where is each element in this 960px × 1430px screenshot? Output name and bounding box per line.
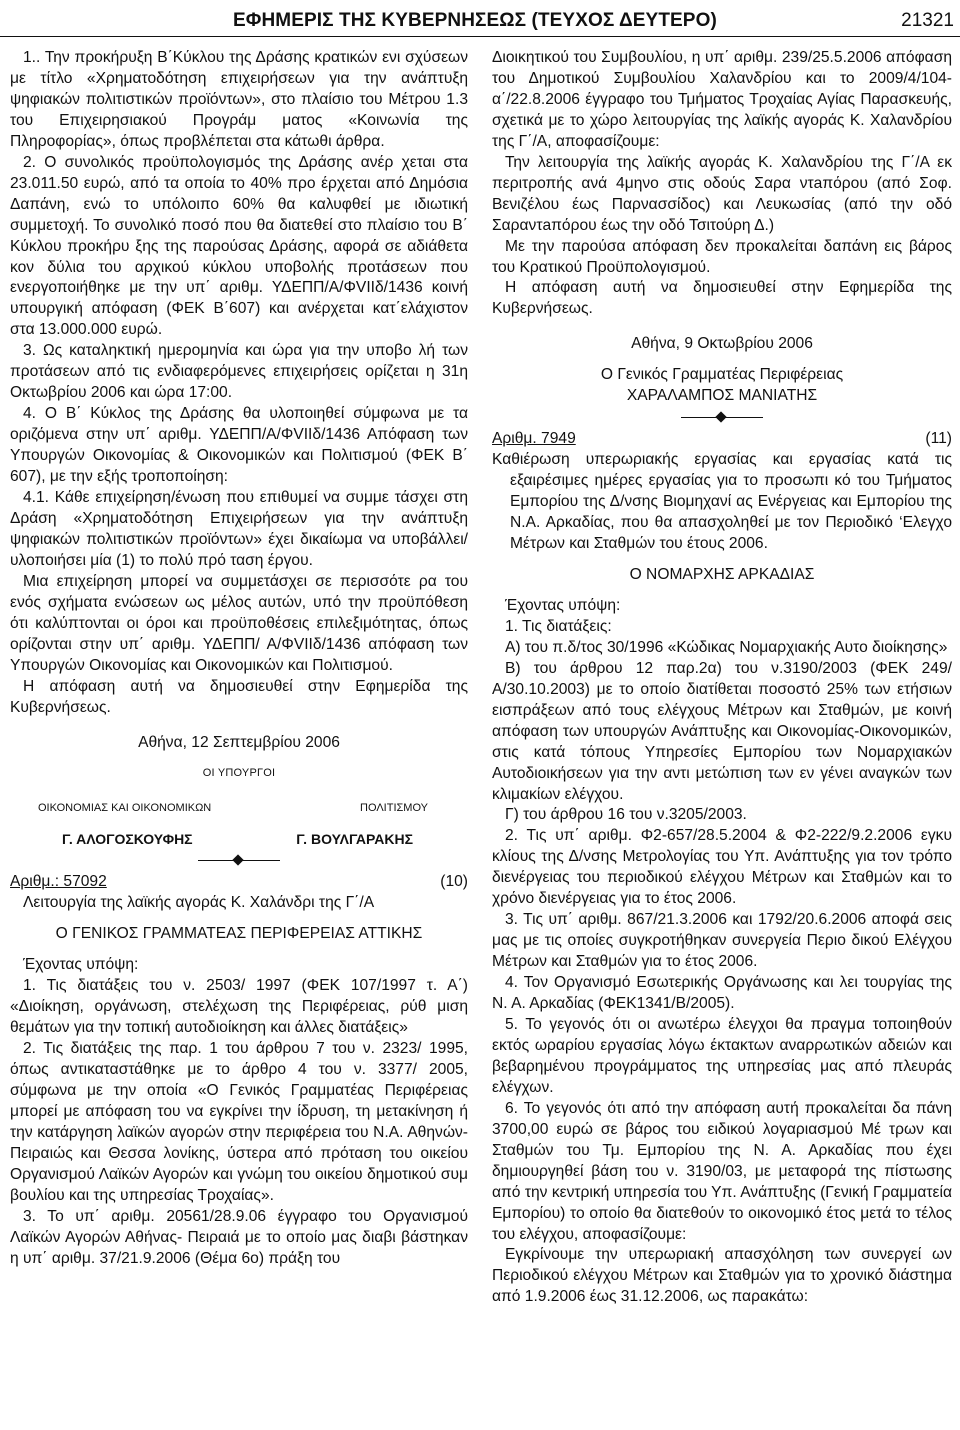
paragraph: 2. Ο συνολικός προϋπολογισμός της Δράσης ανέρ χεται στα 23.011.50 ευρώ, από τα οποία το 40% προ έρχεται από Δημόσια Δαπάνη, ενώ το υπόλοιπο 60% θα καλυφθεί με ιδιωτική συμμετοχή. Το συνολικό ποσό που θα διατεθεί στο πλαίσιο του Β΄ Κύκλου προκήρυ ξης της παρούσας Δράσης, αφορά σε αδιάθετα κον δύλια του αρχικού κύκλου υποβολής προτάσεων που ενεργοποιήθηκε με την υπ΄ αριθμ. ΥΔΕΠΠ/Α/ΦVIIδ/1436 κοινή υπουργική απόφαση (ΦΕΚ Β΄607) και ανέρχεται κατ΄ελάχιστον στα 13.000.000 ευρώ. — [10, 153, 468, 339]
paragraph: 3. Τις υπ΄ αριθμ. 867/21.3.2006 και 1792/20.6.2006 αποφά σεις μας με τις οποίες συγκροτήθηκαν συνεργεία Περιο δικού Ελέγχου Μέτρων και Σταθμών για το έτος 2006. — [492, 911, 952, 971]
paragraph: 5. Το γεγονός ότι οι ανωτέρω έλεγχοι θα πραγμα τοποιηθούν εκτός ωραρίου εργασίας λόγω έκτακτων αναρρωτικών αδειών και βεβαρημένου προγράμματος της υπηρεσίας μας από πλευράς ελέγχων. — [492, 1015, 952, 1096]
ministry-name: ΟΙΚΟΝΟΜΙΑΣ ΚΑΙ ΟΙΚΟΝΟΜΙΚΩΝ — [38, 802, 212, 815]
decision-sequence: (11) — [925, 430, 952, 448]
diamond-ornament-icon — [232, 855, 243, 866]
issuing-authority: Ο ΝΟΜΑΡΧΗΣ ΑΡΚΑΔΙΑΣ — [629, 565, 815, 583]
paragraph: 4. Ο Β΄ Κύκλος της Δράσης θα υλοποιηθεί σύμφωνα με τα οριζόμενα στην υπ΄ αριθμ. ΥΔΕΠΠ/Α/ΦVIIδ/1436 Απόφαση των Υπουργών Οικονομίας & Οικονομικών και Πολιτισμού (ΦΕΚ Β΄ 607), με την εξής τροποποίηση: — [10, 405, 468, 486]
paragraph: 2. Τις διατάξεις της παρ. 1 του άρθρου 7 του ν. 2323/ 1995, όπως αντικαταστάθηκε με το άρθρο 4 του ν. 3377/ 2005, σύμφωνα με την οποία «Ο Γενικός Γραμματέας Περιφέρειας μπορεί με απόφαση του να εγκρίνει την ίδρυση, τη μετακίνηση ή την κατάργηση λαϊκών αγορών στην περιφέρεια του Ν.Α. Αθηνών-Πειραιώς και Θεσσα λονίκης, ύστερα από πρόταση του οικείου Οργανισμού Λαϊκών Αγορών και γνώμη του οικείου δημοτικού συμ βουλίου και της υπηρεσίας Τροχαίας». — [10, 1039, 468, 1204]
paragraph: Μια επιχείρηση μπορεί να συμμετάσχει σε περισσότε ρα του ενός σχήματα ενώσεων ως μέλος αυτών, υπό την προϋπόθεση ότι καλύπτονται οι όροι και προϋποθέσεις επιλεξιμότητας, όπως ορίζονται στην υπ΄ αριθμ. ΥΔΕΠΠ/ Α/ΦVIIδ/1436 απόφαση των Υπουργών Οικονομίας και Οικονομικών και Πολιτισμού. — [10, 572, 468, 674]
ministries-row — [10, 798, 468, 819]
paragraph: Με την παρούσα απόφαση δεν προκαλείται δαπάνη εις βάρος του Κρατικού Προϋπολογισμού. — [492, 237, 952, 276]
paragraph: Η απόφαση αυτή να δημοσιευθεί στην Εφημερίδα της Κυβερνήσεως. — [492, 279, 952, 318]
issuing-authority: Ο ΓΕΝΙΚΟΣ ΓΡΑΜΜΑΤΕΑΣ ΠΕΡΙΦΕΡΕΙΑΣ ΑΤΤΙΚΗΣ — [55, 925, 423, 943]
decision-number: Αριθμ. 7949 — [492, 430, 576, 448]
paragraph: Διοικητικού του Συμβουλίου, η υπ΄ αριθμ. 239/25.5.2006 απόφαση του Δημοτικού Συμβουλίου Χαλανδρίου και το 2009/4/104-α΄/22.8.2006 έγγραφο του Τμήματος Τροχαίας Αγίας Παρασκευής, σχετικά με το χώρο λειτουργίας της λαϊκής αγοράς Κ. Χαλανδρίου της Γ΄/Α, αποφασίζουμε: — [492, 49, 952, 150]
signer-name: Γ. ΑΛΟΓΟΣΚΟΥΦΗΣ — [62, 831, 193, 848]
diamond-ornament-icon — [715, 412, 726, 423]
paragraph: Γ) του άρθρου 16 του ν.3205/2003. — [505, 806, 747, 824]
paragraph: 3. Το υπ΄ αριθμ. 20561/28.9.06 έγγραφο του Οργανισμού Λαϊκών Αγορών Αθήνας- Πειραιά με το οποίο μας διαβι βάστηκαν η υπ΄ αριθμ. 37/21.9.2006 (Θέμα 6ο) πράξη του — [10, 1207, 468, 1267]
place-date: Αθήνα, 9 Οκτωβρίου 2006 — [631, 335, 813, 353]
decision-header — [10, 872, 468, 893]
right-column — [492, 48, 952, 1308]
decision-header — [492, 429, 952, 450]
ministry-name: ΠΟΛΙΤΙΣΜΟΥ — [360, 802, 428, 815]
section-divider — [492, 407, 952, 429]
page-header — [0, 6, 960, 37]
paragraph: 3. Ως καταληκτική ημερομηνία και ώρα για την υποβο λή των προτάσεων από τις ενδιαφερόμενες επιχειρήσεις ορίζεται η 31η Οκτωβρίου 2006 και ώρα 17:00. — [10, 342, 468, 402]
signer-name: ΧΑΡΑΛΑΜΠΟΣ ΜΑΝΙΑΤΗΣ — [626, 387, 818, 405]
paragraph: Α) του π.δ/τος 30/1996 «Κώδικας Νομαρχιακής Αυτο διοίκησης» — [505, 638, 948, 656]
paragraph: Β) του άρθρου 12 παρ.2α) του ν.3190/2003 (ΦΕΚ 249/ Α/30.10.2003) με το οποίο διατίθεται ποσοστό 25% των ετήσιων εισπράξεων από τους ελέγχους Μέτρων και Σταθμών, με κοινή απόφαση των υπουργών Ανάπτυξης και Οικονομίας-Οικονομικών, στις κατά τόπους Υπηρεσίες Εμπορίου των Νομαρχιακών Αυτοδιοικήσεων για την αντι μετώπιση των εν γένει αναγκών των κλιμακίων ελέγχου. — [492, 659, 952, 803]
decision-sequence: (10) — [440, 873, 468, 891]
decision-title-block — [492, 450, 952, 555]
paragraph: 4. Τον Οργανισμό Εσωτερικής Οργάνωσης και λει τουργίας της Ν. Α. Αρκαδίας (ΦΕΚ1341/Β/2005). — [492, 974, 952, 1013]
signer-name: Γ. ΒΟΥΛΓΑΡΑΚΗΣ — [296, 831, 413, 848]
place-date: Αθήνα, 12 Σεπτεμβρίου 2006 — [138, 733, 340, 751]
considering-label: Έχοντας υπόψη: — [23, 956, 139, 974]
paragraph: 1. Τις διατάξεις του ν. 2503/ 1997 (ΦΕΚ 107/1997 τ. Α΄) «Διοίκηση, οργάνωση, στελέχωση της Περιφέρειας, ρύθ μιση θεμάτων για την τοπική αυτοδιοίκηση και άλλες διατάξεις» — [10, 977, 468, 1037]
paragraph: 1.. Την προκήρυξη Β΄Κύκλου της Δράσης κρατικών ενι σχύσεων με τίτλο «Χρηματοδότηση επιχειρήσεων για την ανάπτυξη ψηφιακών πολιτιστικών προϊόντων», στο πλαίσιο του Μέτρου 1.3 του Επιχειρησιακού Προγράμ ματος «Κοινωνία της Πληροφορίας», όπως προβλέπεται στα κάτωθι άρθρα. — [10, 49, 468, 150]
paragraph: Η απόφαση αυτή να δημοσιευθεί στην Εφημερίδα της Κυβερνήσεως. — [10, 677, 468, 716]
paragraph: 4.1. Κάθε επιχείρηση/ένωση που επιθυμεί να συμμε τάσχει στη Δράση «Χρηματοδότηση Επιχειρήσεων για την ανάπτυξη ψηφιακών πολιτιστικών προϊόντων» έχει δικαίωμα να υποβάλλει/ υλοποιήσει μία (1) το πολύ πρό ταση έργου. — [10, 489, 468, 569]
decision-title: Λειτουργία της λαϊκής αγοράς Κ. Χαλάνδρι της Γ΄/Α — [23, 894, 375, 912]
section-divider — [10, 850, 468, 872]
ministers-title: ΟΙ ΥΠΟΥΡΓΟΙ — [202, 767, 276, 780]
gazette-title: ΕΦΗΜΕΡΙΣ ΤΗΣ ΚΥΒΕΡΝΗΣΕΩΣ (ΤΕΥΧΟΣ ΔΕΥΤΕΡΟ) — [233, 10, 717, 31]
page-number: 21321 — [901, 10, 954, 31]
considering-label: Έχοντας υπόψη: — [505, 596, 621, 614]
left-column — [10, 48, 468, 1269]
paragraph: Την λειτουργία της λαϊκής αγοράς Κ. Χαλανδρίου της Γ΄/Α εκ περιτροπής ανά 4μηνο στις οδούς Σαρα ντaπόρου (από Σοφ. Βενιζέλου έως Παρνασσίδος) και Λευκωσίας (από την οδό Σαραντaπόρου έως την οδό Τσιτούρη Δ.) — [492, 153, 952, 234]
decision-number: Αριθμ.: 57092 — [10, 873, 107, 891]
paragraph: Εγκρίνουμε την υπερωριακή απασχόληση των συνεργεί ων Περιοδικού ελέγχου Μέτρων και Σταθμών για το χρονικό διάστημα από 1.9.2006 έως 31.12.2006, ως παρακάτω: — [492, 1246, 952, 1306]
decision-title: Καθιέρωση υπερωριακής εργασίας και εργασίας κατά τις εξαιρέσιμες ημέρες εργασίας για το προσωπι κό του Τμήματος Εμπορίου της Δ/νσης Βιομηχανί ας Ενέργειας και Εμπορίου της Ν.Α. Αρκαδίας, που θα απασχοληθεί με τον Περιοδικό ‘Ελεγχο Μέτρων και Σταθμών του έτους 2006. — [492, 451, 952, 553]
paragraph: 6. Το γεγονός ότι από την απόφαση αυτή προκαλείται δα πάνη 3700,00 ευρώ σε βάρος του ειδικού λογαριασμού Μέ τρων και Σταθμών του Τμ. Εμπορίου της Ν. Α. Αρκαδίας που έχει δημιουργηθεί βάση του ν. 3190/03, με μεταφορά της πίστωσης από την κεντρική υπηρεσία του Υπ. Ανάπτυξης (Γενική Γραμματεία Εμπορίου) το οποίο θα διατεθούν το οικονομικό έτος μετά το τέλος του ελέγχου, αποφασίζουμε: — [492, 1099, 952, 1243]
paragraph: 1. Τις διατάξεις: — [505, 617, 612, 635]
signer-title: Ο Γενικός Γραμματέας Περιφέρειας — [600, 366, 844, 384]
paragraph: 2. Τις υπ΄ αριθμ. Φ2-657/28.5.2004 & Φ2-222/9.2.2006 εγκυ κλίους της Δ/νσης Μετρολογίας του Υπ. Ανάπτυξης για τον τρόπο διενέργειας του περιοδικού ελέγχου Μέτρων και Σταθμών και το χρόνο διενέργειας για το έτος 2006. — [492, 827, 952, 908]
signatures-row — [10, 829, 468, 850]
